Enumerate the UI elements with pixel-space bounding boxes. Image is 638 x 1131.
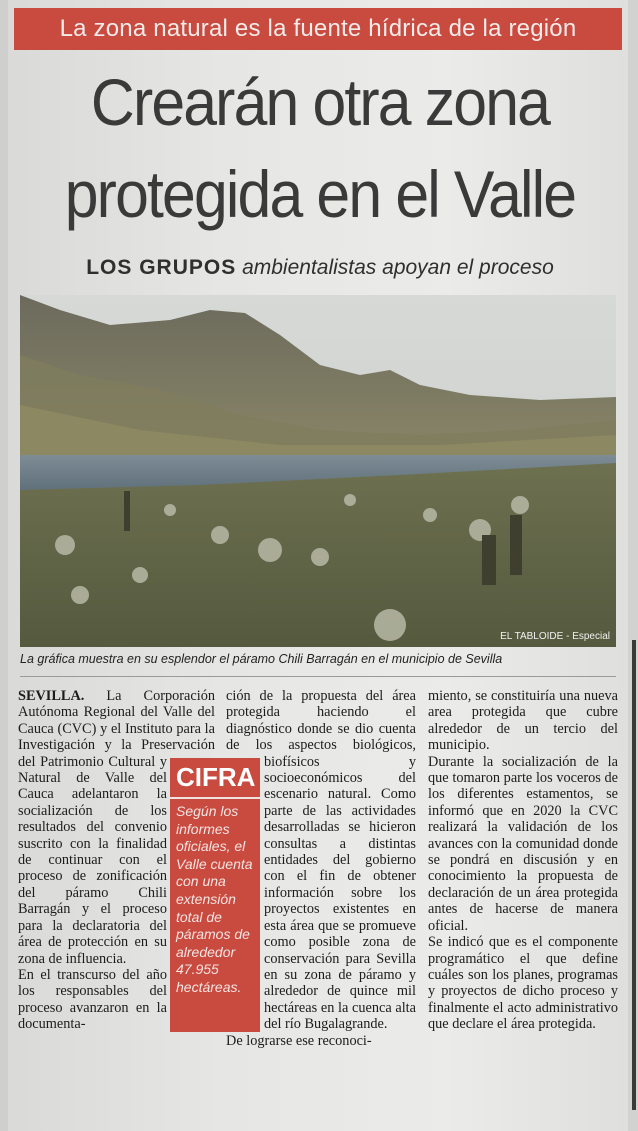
cifra-box [170,758,260,1032]
article-paragraph: Se indicó que es el componente programático el que define cuáles son los planes, programas y proyectos de dicho proceso y finalmente el acto administrativo que declare el área protegida. [428,934,618,1033]
headline [44,56,596,240]
subhead-bold: LOS GRUPOS [86,256,237,279]
headline-line-2: protegida en el Valle [64,157,576,231]
cifra-text: Según los informes oficiales, el Valle cuenta con una extensión total de páramos de alrededor 47.955 hectáreas. [176,803,253,995]
photo-caption: La gráfica muestra en su esplendor el páramo Chili Barragán en el municipio de Sevilla [20,652,503,666]
article-paragraph: miento, se constituiría una nueva area protegida que cubre alrededor de un tercio del municipio. [428,688,618,754]
column-rule [632,640,636,1110]
kicker-banner: La zona natural es la fuente hídrica de la región [14,8,622,50]
article-paragraph: En el transcurso del año los responsables del proceso avanzaron en la documenta- [18,966,167,1033]
subheadline [20,256,620,280]
page-edge-left [0,0,8,1131]
paragraph-text: La Corporación Autónoma Regional del Valle del Cauca (CVC) y el Instituto para la Investigación y la Preservación del Patrimonio Cultural y Natural de Valle del Cauca adelantaron la socialización de los resultados del convenio suscrito con la finalidad de continuar con el proceso de zonificación del páramo Chili Barragán y el proceso para la declaratoria del área de protección en su zona de influencia. [18,688,215,967]
headline-line-1: Crearán otra zona [90,65,550,139]
article-paragraph: Durante la socialización de la que tomaron parte los voceros de los diferentes estamentos, se informó que en 2020 la CVC realizará la validación de los avances con la comunidad donde se pondrá en discusión y en conocimiento la propuesta de declaración de un área protegida antes de hacerse de manera oficial. [428,753,618,934]
article-column-3 [428,688,618,1033]
photo-credit: EL TABLOIDE - Especial [500,631,610,642]
subhead-italic: ambientalistas apoyan el proceso [242,256,554,279]
caption-divider [20,676,616,677]
paramo-photo [20,295,616,647]
article-paragraph: ción de la propuesta del área protegida haciendo el diagnóstico donde se dio cuenta de los aspectos biológicos, biofísicos y socioeconómicos del escenario natural. Como parte de las actividades desarrolladas se hicieron consultas a distintas entidades del gobierno con el fin de obtener información sobre los proyectos existentes en esta área que se promueve como posible zona de conservación para Sevilla en su zona de páramo y alrededor de quince mil hectáreas en la cuenca alta del río Bugalagrande. [226,688,416,1033]
dateline: SEVILLA. [18,688,85,704]
cifra-title: CIFRA [170,758,260,799]
landscape-illustration [20,295,616,647]
article-paragraph: De lograrse ese reconoci- [226,1032,372,1049]
